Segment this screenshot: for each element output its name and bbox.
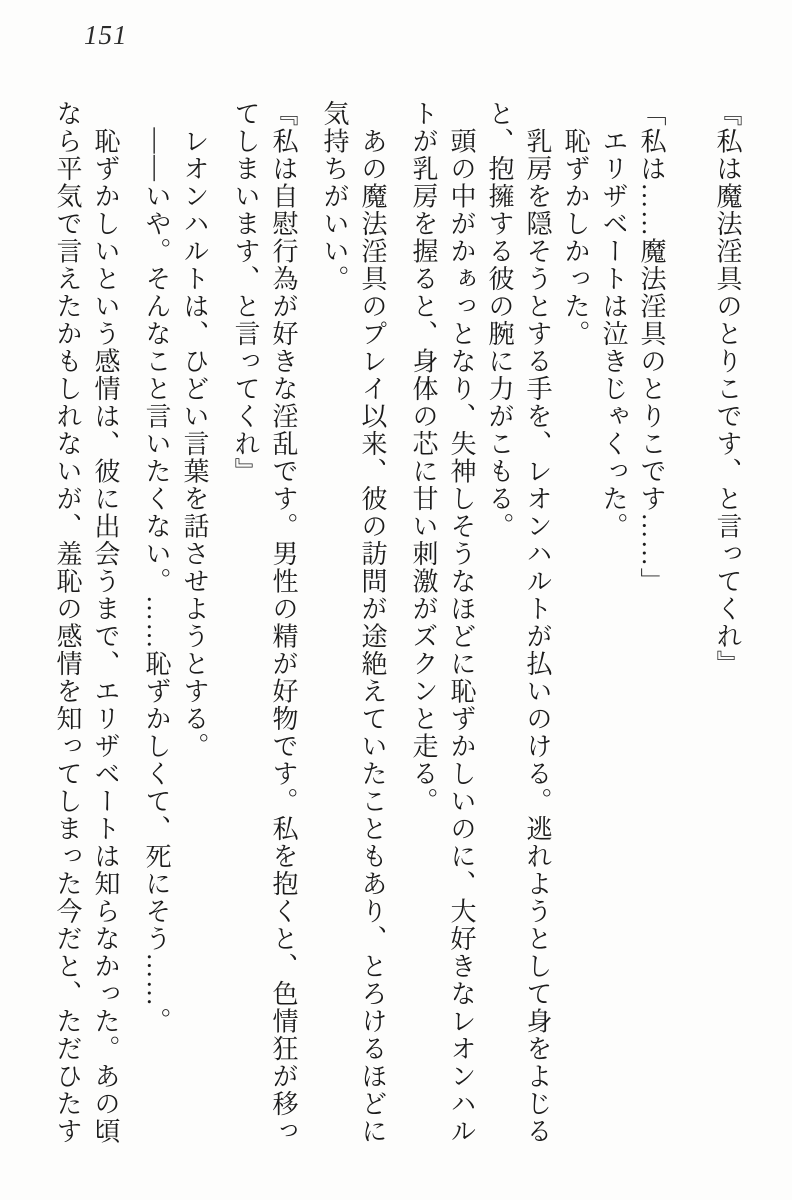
text-line: トが乳房を握ると、身体の芯に甘い刺激がズクンと走る。 (409, 100, 438, 815)
text-line: 『私は自慰行為が好きな淫乱です。男性の精が好物です。私を抱くと、色情狂が移っ (269, 100, 298, 1145)
blank-line (670, 100, 708, 1152)
text-line: 恥ずかしいという感情は、彼に出会うまで、エリザベートは知らなかった。あの頃 (91, 100, 120, 1145)
text-line: てしまいます、と言ってくれ』 (231, 100, 260, 485)
text-line: 『私は魔法淫具のとりこです、と言ってくれ』 (713, 100, 742, 678)
page-number: 151 (84, 20, 128, 50)
text-line: 頭の中がかぁっとなり、失神しそうなほどに恥ずかしいのに、大好きなレオンハル (447, 100, 476, 1145)
text-line: 気持ちがいい。 (320, 100, 349, 293)
text-line: エリザベートは泣きじゃくった。 (599, 100, 628, 540)
text-line: と、抱擁する彼の腕に力がこもる。 (485, 100, 514, 540)
vertical-text-block (48, 100, 746, 1152)
text-line: なら平気で言えたかもしれないが、羞恥の感情を知ってしまった今だと、ただひたす (53, 100, 82, 1145)
text-line: 乳房を隠そうとする手を、レオンハルトが払いのける。逃れようとして身をよじる (523, 100, 552, 1145)
text-line: 恥ずかしかった。 (561, 100, 590, 348)
text-line: 「私は……魔法淫具のとりこです……」 (637, 100, 666, 595)
text-line: ――いや。そんなこと言いたくない。……恥ずかしくて、死にそう……。 (142, 100, 171, 1035)
text-line: レオンハルトは、ひどい言葉を話させようとする。 (180, 100, 209, 760)
text-line: あの魔法淫具のプレイ以来、彼の訪問が途絶えていたこともあり、とろけるほどに (358, 100, 387, 1145)
